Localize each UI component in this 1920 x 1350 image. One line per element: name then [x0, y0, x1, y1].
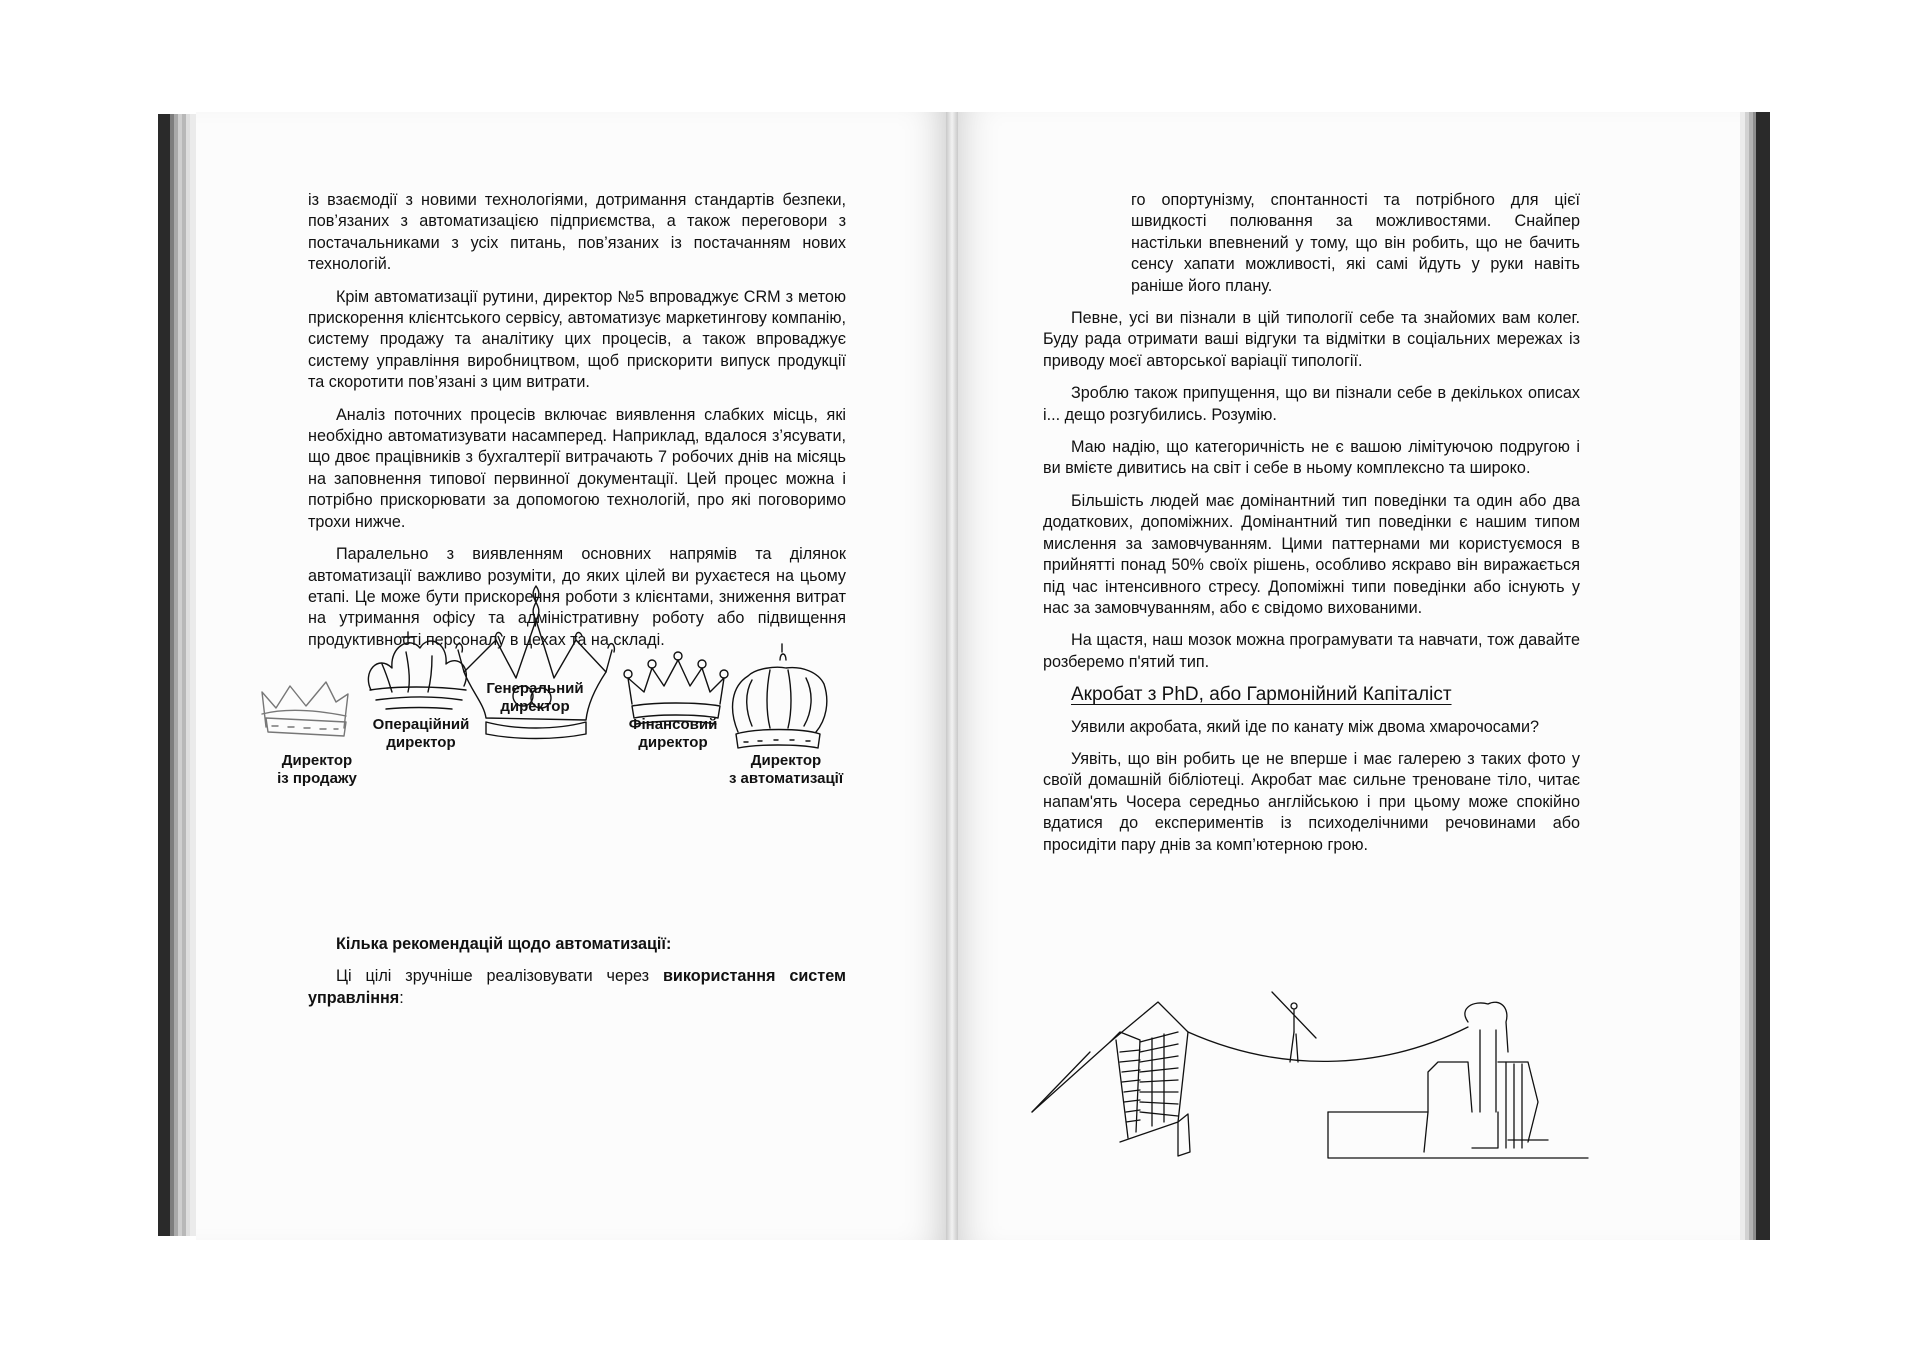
right-page	[958, 112, 1740, 1240]
book-cover-right-edge	[1756, 112, 1770, 1240]
right-skyscraper	[1328, 1002, 1588, 1158]
paragraph: Певне, усі ви пізнали в цій типології себе та знайомих вам колег. Буду рада отримати ваші відгуки та відмітки в соціальних мережах із приводу моєї авторської варіації типології.	[1043, 309, 1580, 370]
crowns-illustration	[196, 112, 946, 832]
crown-icon-automation	[733, 644, 827, 748]
paragraph: Більшість людей має домінантний тип поведінки та один або два додаткових, допоміжних. Домінантний тип поведінки є нашим типом мислення за замовчуванням. Цими паттернами ми користуємося в прийнятті понад 50% своїх рішень, особливо яскраво він виражається під час інтенсивного стресу. Допоміжні типи поведінки або існують у нас за замовчуванням, або є свідомо вихованими.	[1043, 491, 1580, 617]
acrobat-figure	[1272, 992, 1316, 1062]
recommendations-block	[308, 934, 846, 1020]
recommendations-text: Ці цілі зручніше реалізовувати через використання систем управління:	[308, 967, 846, 1007]
paragraph: Уявіть, що він робить це не вперше і має галерею з таких фото у своїй домашній бібліотеці. Акробат має сильне треноване тіло, читає напам'ять Чосера середньо англійською і при цьому може спокійно вдатися до експериментів із психоделічними речовинами або просидіти пару днів за комп’ютерною грою.	[1043, 749, 1580, 854]
paragraph: Крім автоматизації рутини, директор №5 впроваджує CRM з метою прискорення клієнтського сервісу, автоматизує маркетингову компанію, систему продажу та аналітику цих процесів, а також впроваджує систему управління виробництвом, щоб прискорити випуск продукції та скоротити пов’язані з цим витрати.	[308, 287, 846, 392]
book-cover-left-edge	[158, 114, 170, 1236]
paragraph: На щастя, наш мозок можна програмувати та навчати, тож давайте розберемо п'ятий тип.	[1043, 631, 1580, 671]
crown-label-sales: Директор із продажу	[277, 752, 357, 787]
paragraph: го опортунізму, спонтанності та потрібного для цієї швидкості полювання за можливостями. Снайпер настільки впевнений у тому, що він робить, що не бачить сенсу хапати можливості, які самі йдуть у руки навіть раніше його плану.	[1131, 191, 1580, 295]
crown-icon-finance	[624, 652, 728, 724]
paragraph: Уявили акробата, який іде по канату між двома хмарочосами?	[1071, 717, 1540, 736]
crown-label-operations: Операційний директор	[372, 716, 470, 751]
tightrope	[1188, 1027, 1468, 1061]
paragraph: Зроблю також припущення, що ви пізнали себе в декількох описах і... дещо розгубились. Розумію.	[1043, 384, 1580, 424]
crown-icon-operations	[368, 632, 466, 709]
paragraph: Аналіз поточних процесів включає виявлення слабких місць, які необхідно автоматизувати насамперед. Наприклад, вдалося з’ясувати, що двоє працівників з бухгалтерії витрачають 7 робочих днів на місяць на заповнення типової первинної документації. Цей процес можна і потрібно прискорювати за допомогою технологій, про які поговоримо трохи нижче.	[308, 405, 846, 531]
crown-label-finance: Фінансовий директор	[628, 716, 718, 751]
page-edges-right	[1740, 112, 1756, 1240]
crown-label-general: Генеральний директор	[486, 680, 584, 715]
paragraph: Паралельно з виявленням основних напрямів та ділянок автоматизації важливо розуміти, до яких цілей ви рухаєтеся на цьому етапі. Це може бути прискорення роботи з клієнтами, зниження витрат на утримання офісу та адміністративну роботу або підвищення продуктивності персоналу в цехах та на складі.	[308, 545, 846, 649]
left-page	[196, 112, 946, 1240]
crown-label-automation: Директор з автоматизації	[728, 752, 844, 787]
open-book	[158, 112, 1770, 1242]
acrobat-skyscrapers-illustration	[1028, 912, 1608, 1162]
paragraph: із взаємодії з новими технологіями, дотримання стандартів безпеки, пов’язаних з автоматизацією підприємства, а також переговори з постачальниками з усіх питань, пов’язаних із постачанням нових технологій.	[308, 191, 846, 274]
paragraph: Маю надію, що категоричність не є вашою лімітуючою подругою і ви вмієте дивитись на світ і себе в ньому комплексно та широко.	[1043, 438, 1580, 478]
left-skyscraper	[1032, 1002, 1190, 1156]
section-heading: Акробат з PhD, або Гармонійний Капіталіст	[1071, 684, 1452, 706]
page-edges-left	[170, 114, 196, 1236]
recommendations-title: Кілька рекомендацій щодо автоматизації:	[336, 935, 672, 953]
crown-icon-sales	[262, 682, 348, 736]
book-gutter	[946, 112, 958, 1240]
right-page-text-top	[1043, 190, 1580, 867]
